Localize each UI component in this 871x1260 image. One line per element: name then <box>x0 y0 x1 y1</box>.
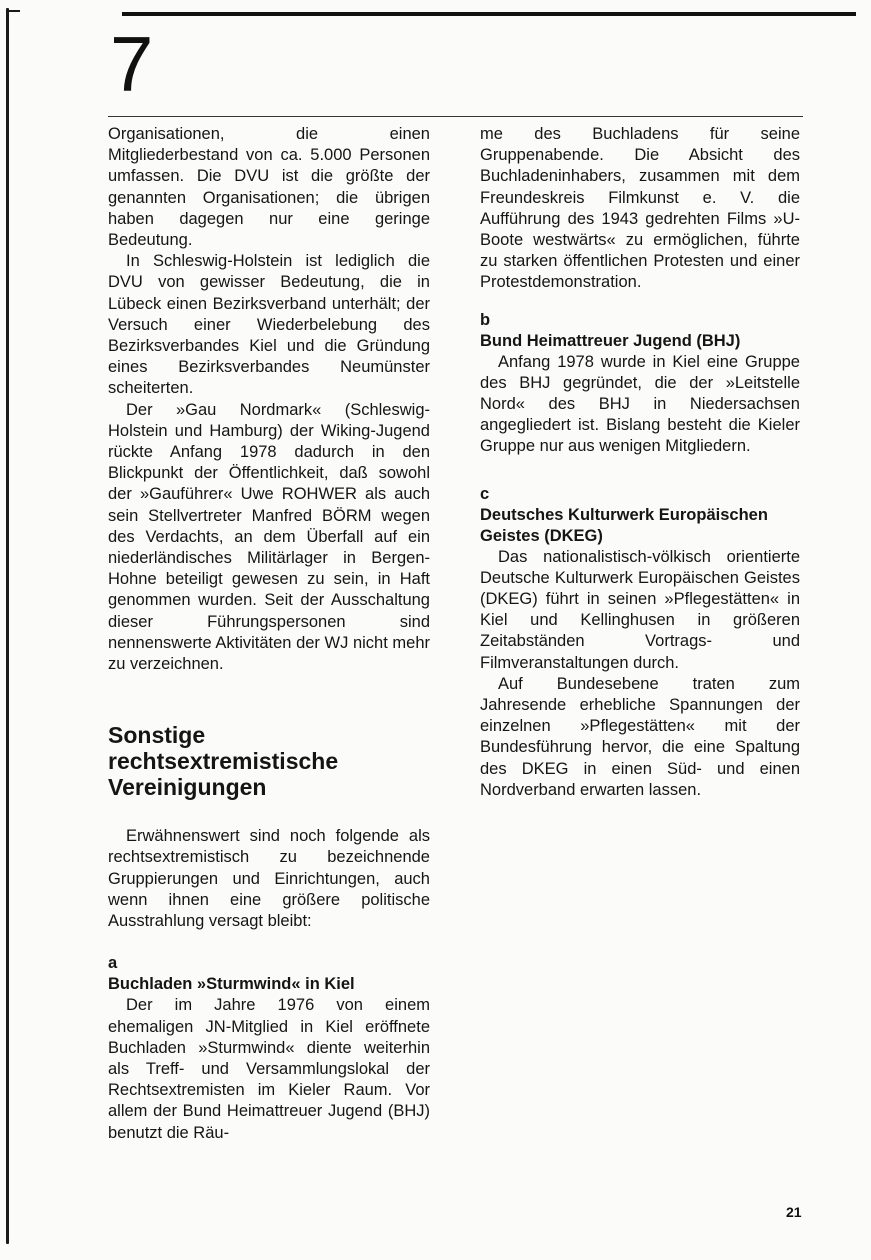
top-rule <box>122 12 856 16</box>
subsection-b-title: Bund Heimattreuer Jugend (BHJ) <box>480 331 741 350</box>
subsection-a-title: Buchladen »Sturmwind« in Kiel <box>108 975 355 994</box>
right-paragraph-2: Anfang 1978 wurde in Kiel eine Gruppe des BHJ gegründet, die der »Leitstelle Nord« des BHJ in Niedersachsen angegliedert ist. Bislang besteht die Kieler Gruppe nur aus wenigen Mitgliedern. <box>480 352 800 456</box>
right-paragraph-3: Das nationalistisch-völkisch orientierte Deutsche Kulturwerk Europäischen Geistes (DKEG) führt in seinen »Pflegestätten« in Kiel und Kellinghusen in größeren Zeitabständen Vortrags- und Filmveranstaltungen durch. <box>480 547 800 672</box>
left-column <box>108 124 430 1144</box>
chapter-number: 7 <box>110 20 154 108</box>
left-paragraph-2: In Schleswig-Holstein ist lediglich die DVU von gewisser Bedeutung, die in Lübeck einen Bezirksverband unterhält; der Versuch einer Wiederbelebung des Bezirksverbandes Kiel und die Gründung eines Bezirksverbandes Neumünster scheiterten. <box>108 252 430 398</box>
left-paragraph-4: Erwähnenswert sind noch folgende als rechtsextremistisch zu bezeichnende Gruppierungen und Einrichtungen, auch wenn ihnen eine größere politische Ausstrahlung versagt bleibt: <box>108 827 430 931</box>
scan-left-edge <box>6 8 9 1244</box>
subsection-c-title: Deutsches Kulturwerk Europäischen Geistes (DKEG) <box>480 505 768 545</box>
subsection-a-letter: a <box>108 954 118 973</box>
subsection-c-letter: c <box>480 484 490 503</box>
scan-corner-mark <box>6 10 20 12</box>
left-paragraph-1: Organisationen, die einen Mitgliederbestand von ca. 5.000 Personen umfassen. Die DVU ist die größte der genannten Organisationen; die übrigen haben dagegen nur eine geringe Bedeutung. <box>108 125 430 250</box>
page-number: 21 <box>786 1204 802 1220</box>
left-paragraph-5: Der im Jahre 1976 von einem ehemaligen JN-Mitglied in Kiel eröffnete Buchladen »Sturmwind« diente weiterhin als Treff- und Versammlungslokal der Rechtsextremisten im Kieler Raum. Vor allem der Bund Heimattreuer Jugend (BHJ) benutzt die Räu- <box>108 996 430 1142</box>
right-paragraph-1: me des Buchladens für seine Gruppenabende. Die Absicht des Buchladeninhabers, zusammen mit dem Freundeskreis Filmkunst e. V. die Aufführung des 1943 gedrehten Films »U-Boote westwärts« zu ermöglichen, führte zu starken öffentlichen Protesten und einer Protestdemonstration. <box>480 125 800 292</box>
header-rule <box>108 116 803 117</box>
right-paragraph-4: Auf Bundesebene traten zum Jahresende erhebliche Spannungen der einzelnen »Pflegestätten« mit der Bundesführung hervor, die eine Spaltung des DKEG in einen Süd- und einen Nordverband erwarten lassen. <box>480 674 800 799</box>
section-title: Sonstige rechtsextremistische Vereinigungen <box>108 722 339 801</box>
subsection-b-letter: b <box>480 310 491 329</box>
right-column <box>480 124 800 801</box>
left-paragraph-3: Der »Gau Nordmark« (Schleswig-Holstein und Hamburg) der Wiking-Jugend rückte Anfang 1978 dadurch in den Blickpunkt der Öffentlichkeit, daß sowohl der »Gauführer« Uwe ROHWER als auch sein Stellvertreter Manfred BÖRM wegen des Verdachts, an dem Überfall auf ein niederländisches Militärlager in Bergen-Hohne beteiligt gewesen zu sein, in Haft genommen wurden. Seit der Ausschaltung dieser Führungspersonen sind nennenswerte Aktivitäten der WJ nicht mehr zu verzeichnen. <box>108 400 430 674</box>
